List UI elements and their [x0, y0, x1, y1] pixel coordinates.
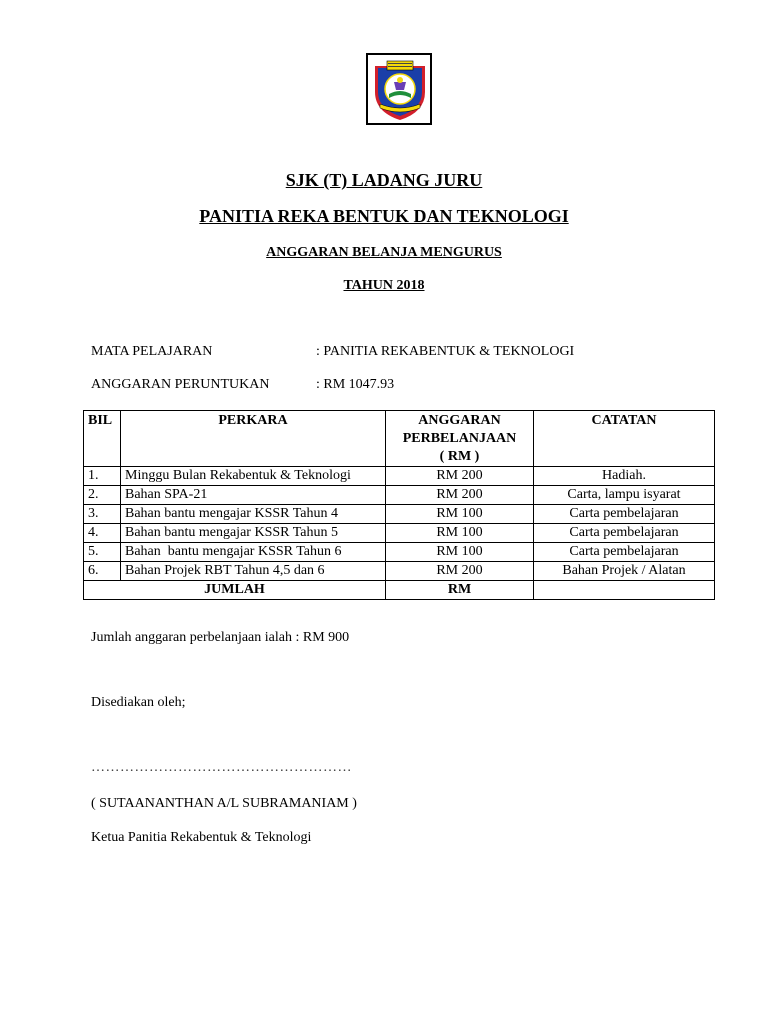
subject-value: : PANITIA REKABENTUK & TEKNOLOGI [316, 344, 575, 359]
allocation-label: ANGGARAN PERUNTUKAN [91, 377, 270, 392]
header-anggaran-line2: PERBELANJAAN [402, 431, 517, 446]
school-logo [366, 53, 432, 125]
row-amount: RM 100 [386, 505, 534, 524]
row-note: Hadiah. [534, 467, 715, 486]
row-note: Carta pembelajaran [534, 524, 715, 543]
row-perkara: Bahan bantu mengajar KSSR Tahun 6 [121, 543, 386, 562]
header-anggaran [386, 411, 534, 467]
allocation-value: : RM 1047.93 [316, 377, 395, 392]
table-total-row [84, 581, 715, 600]
table-row [84, 505, 715, 524]
year-heading: TAHUN 2018 [343, 278, 425, 293]
prepared-by-text: Disediakan oleh; [91, 695, 186, 710]
row-perkara: Bahan Projek RBT Tahun 4,5 dan 6 [121, 562, 386, 581]
header-catatan: CATATAN [534, 411, 715, 467]
row-bil: 3. [84, 505, 121, 524]
row-bil: 4. [84, 524, 121, 543]
panel-name-heading: PANITIA REKA BENTUK DAN TEKNOLOGI [199, 206, 569, 226]
summary-text: Jumlah anggaran perbelanjaan ialah : RM 900 [91, 630, 350, 645]
total-value: RM [386, 581, 534, 600]
row-bil: 1. [84, 467, 121, 486]
table-row [84, 486, 715, 505]
row-perkara: Bahan bantu mengajar KSSR Tahun 5 [121, 524, 386, 543]
row-note: Carta pembelajaran [534, 505, 715, 524]
row-perkara: Minggu Bulan Rekabentuk & Teknologi [121, 467, 386, 486]
row-amount: RM 200 [386, 562, 534, 581]
signatory-title: Ketua Panitia Rekabentuk & Teknologi [91, 830, 312, 845]
school-name-heading: SJK (T) LADANG JURU [285, 170, 483, 190]
subject-label: MATA PELAJARAN [91, 344, 213, 359]
row-amount: RM 200 [386, 467, 534, 486]
header-perkara: PERKARA [121, 411, 386, 467]
table-row [84, 467, 715, 486]
school-crest-icon [371, 58, 429, 122]
header-bil: BIL [84, 411, 121, 467]
row-bil: 5. [84, 543, 121, 562]
header-anggaran-line1: ANGGARAN [418, 413, 501, 428]
signatory-name: ( SUTAANANTHAN A/L SUBRAMANIAM ) [91, 796, 357, 811]
table-header-row [84, 411, 715, 467]
document-title: ANGGARAN BELANJA MENGURUS [266, 245, 502, 260]
row-perkara: Bahan bantu mengajar KSSR Tahun 4 [121, 505, 386, 524]
table-row [84, 562, 715, 581]
row-perkara: Bahan SPA-21 [121, 486, 386, 505]
row-amount: RM 100 [386, 543, 534, 562]
row-amount: RM 200 [386, 486, 534, 505]
table-row [84, 524, 715, 543]
table-row [84, 543, 715, 562]
total-label: JUMLAH [84, 581, 386, 600]
row-amount: RM 100 [386, 524, 534, 543]
header-anggaran-line3: ( RM ) [439, 449, 480, 464]
budget-table [83, 410, 715, 600]
row-note: Carta pembelajaran [534, 543, 715, 562]
signature-line: ……………………………………………… [91, 760, 352, 775]
row-note: Carta, lampu isyarat [534, 486, 715, 505]
row-bil: 2. [84, 486, 121, 505]
row-bil: 6. [84, 562, 121, 581]
row-note: Bahan Projek / Alatan [534, 562, 715, 581]
total-note [534, 581, 715, 600]
